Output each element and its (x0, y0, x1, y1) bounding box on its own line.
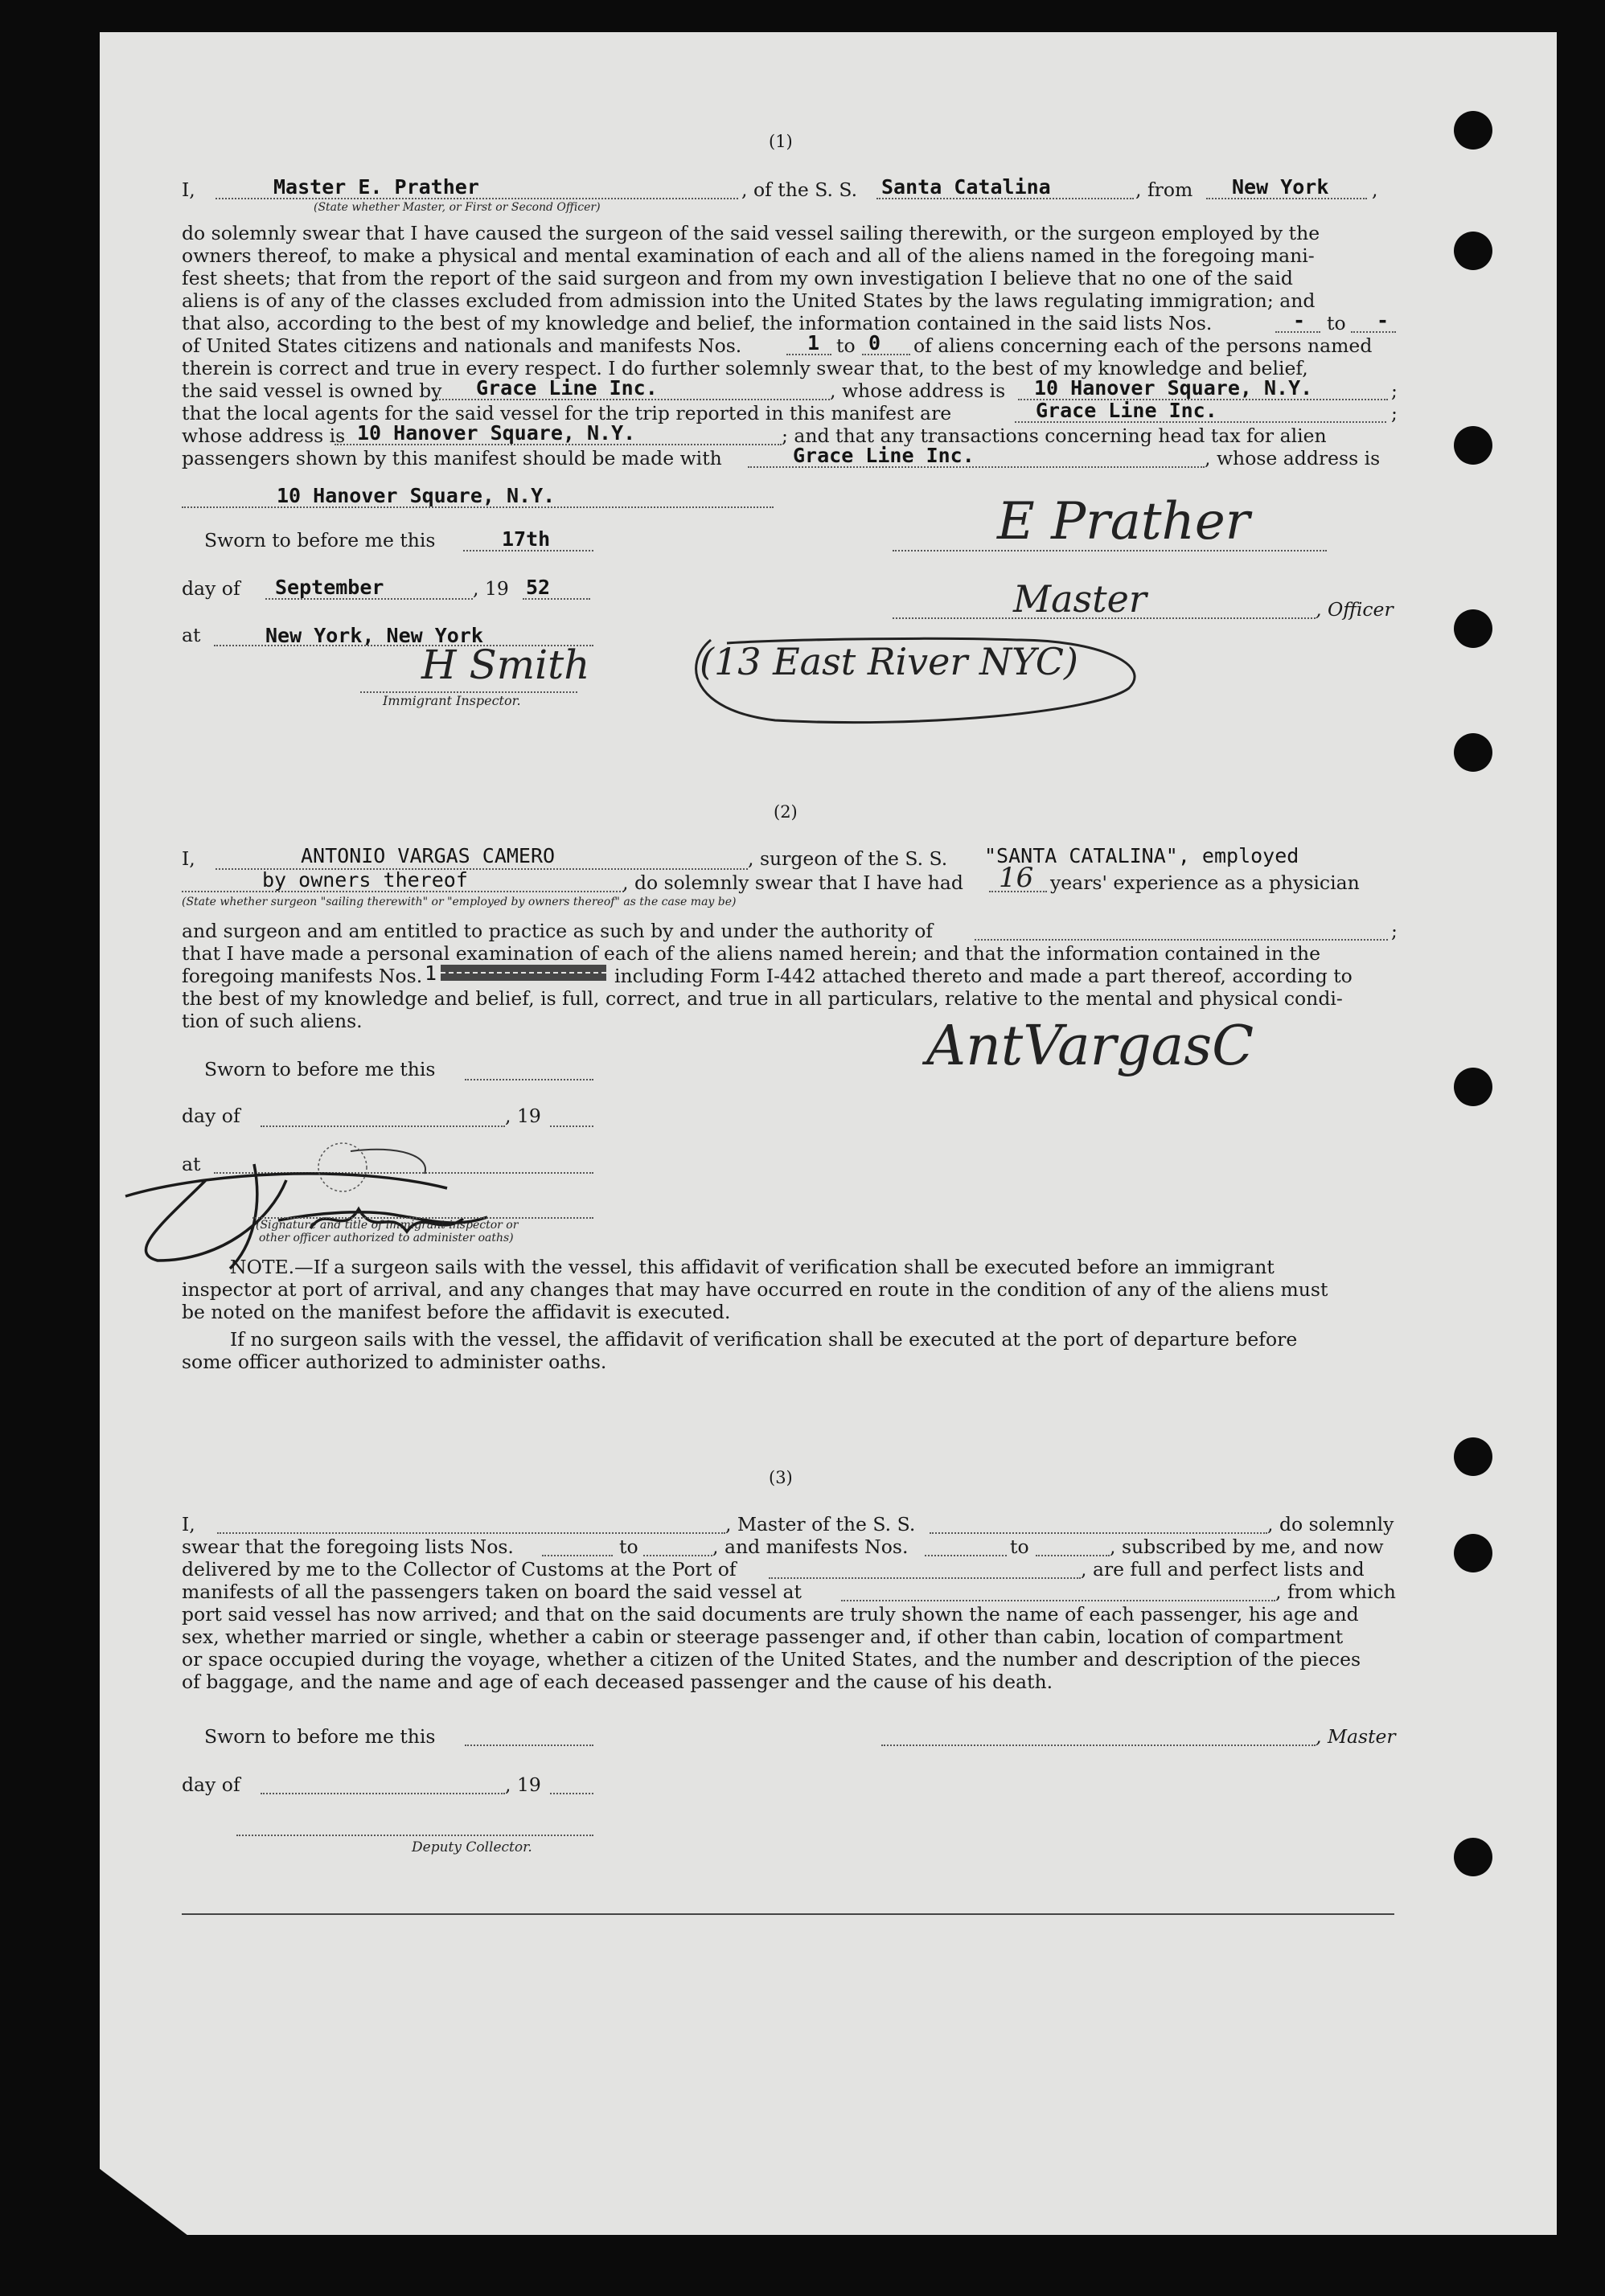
authority-line (975, 939, 1388, 941)
years-experience: 16 (999, 862, 1034, 894)
sworn-1: Sworn to before me this (204, 529, 436, 551)
s3-lists-from-line (542, 1555, 613, 1556)
bottom-rule (182, 1913, 1394, 1915)
owned-by: the said vessel is owned by (182, 379, 442, 402)
s3-do-solemnly: , do solemnly (1267, 1513, 1394, 1535)
s3-i: I, (182, 1513, 195, 1535)
agent: Grace Line Inc. (1036, 399, 1217, 422)
s1-from: , from (1135, 178, 1193, 201)
passengers: passengers shown by this manifest should be made with (182, 447, 722, 469)
s3-from-which: , from which (1275, 1581, 1396, 1603)
note-2: inspector at port of arrival, and any changes that may have occurred en route in the condition of any of the aliens must (182, 1278, 1328, 1301)
headtax-address: 10 Hanover Square, N.Y. (277, 484, 556, 507)
s3-text-1: port said vessel has now arrived; and that on the said documents are truly shown the name of each passenger, his age and (182, 1603, 1359, 1626)
year-prefix-2: , 19 (505, 1105, 541, 1127)
entitled: and surgeon and am entitled to practice as such by and under the authority of (182, 920, 934, 942)
owner: Grace Line Inc. (476, 376, 658, 400)
s1-text-3: fest sheets; that from the report of the said surgeon and from my own investigation I believe that no one of the said (182, 267, 1293, 289)
punch-hole (1454, 1534, 1492, 1572)
owner-address: 10 Hanover Square, N.Y. (1034, 376, 1313, 400)
note-1: NOTE.—If a surgeon sails with the vessel, this affidavit of verification shall be executed before an immigrant (230, 1256, 1275, 1278)
entitled-end: ; (1391, 920, 1398, 942)
s3-man-from-line (925, 1555, 1007, 1556)
sworn-month: September (275, 576, 384, 599)
inspector-signature: H Smith (421, 642, 590, 688)
s3-master-label: , Master (1316, 1725, 1396, 1748)
year-prefix-1: , 19 (473, 577, 509, 600)
employ-note: (State whether surgeon "sailing therewith" or "employed by owners thereof" as the case may be) (182, 896, 737, 908)
s1-text-7: therein is correct and true in every respect. I do further solemnly swear that, to the best of my knowledge and belief, (182, 357, 1308, 379)
sig-caption-1: (Signature and title of immigrant inspector or (256, 1219, 519, 1232)
s3-text-3: or space occupied during the voyage, whether a citizen of the United States, and the number and description of the pieces (182, 1648, 1361, 1671)
punch-hole (1454, 1068, 1492, 1106)
swear-had: , do solemnly swear that I have had (622, 871, 963, 894)
s3-master-of: , Master of the S. S. (725, 1513, 916, 1535)
section-2-number: (2) (774, 802, 798, 822)
surgeon-name: ANTONIO VARGAS CAMERO (301, 844, 556, 867)
punch-hole (1454, 111, 1492, 150)
s2-text-2: that I have made a personal examination of each of the aliens named herein; and that the information contained in the (182, 942, 1320, 965)
s3-lists-to-line (643, 1555, 712, 1556)
year-prefix-3: , 19 (505, 1773, 541, 1796)
experience: years' experience as a physician (1050, 871, 1360, 894)
s1-text-4: aliens is of any of the classes excluded from admission into the United States by the laws regulating immigration; and (182, 289, 1316, 312)
s3-manifests-all: manifests of all the passengers taken on board the said vessel at (182, 1581, 802, 1603)
officer-label: , Officer (1316, 598, 1394, 621)
s3-to-2: to (1010, 1535, 1029, 1558)
s3-subscribed: , subscribed by me, and now (1110, 1535, 1384, 1558)
manifest-to: 0 (868, 331, 881, 355)
manifests-val: 1 (425, 961, 437, 985)
day-of-3: day of (182, 1773, 240, 1796)
manifest-from: 1 (807, 331, 820, 355)
punch-hole (1454, 733, 1492, 772)
lists-to: - (1377, 309, 1389, 332)
manifests-a: foregoing manifests Nos. (182, 965, 423, 987)
sworn-place: New York, New York (265, 624, 483, 647)
master-signature: E Prather (997, 492, 1250, 551)
surgeon-signature: AntVargasC (926, 1015, 1254, 1078)
s3-at-line (841, 1600, 1275, 1601)
lists-from: - (1293, 309, 1306, 332)
officer-note: (State whether Master, or First or Second Officer) (314, 201, 601, 214)
citizens-b: of aliens concerning each of the persons named (913, 334, 1373, 357)
s1-to: to (1327, 312, 1346, 334)
departure-port: New York (1232, 175, 1329, 199)
year-2-line (550, 1125, 593, 1127)
note-5: some officer authorized to administer oaths. (182, 1351, 607, 1373)
s3-text-2: sex, whether married or single, whether a cabin or steerage passenger and, if other than cabin, location of compartment (182, 1626, 1344, 1648)
citizens-a: of United States citizens and nationals and manifests Nos. (182, 334, 742, 357)
sworn-year: 52 (526, 576, 551, 599)
whose-address-2: whose address is (182, 424, 346, 447)
s3-master-line (217, 1532, 725, 1534)
day-2-line (261, 1125, 505, 1127)
semicolon: ; (1391, 402, 1398, 424)
s3-full-perfect: , are full and perfect lists and (1081, 1558, 1365, 1581)
struck-text (441, 963, 610, 984)
employed-by: by owners thereof (262, 868, 468, 892)
address-annotation: (13 East River NYC) (700, 640, 1078, 683)
sig-caption-2: other officer authorized to administer oaths) (259, 1232, 514, 1244)
day-3-line (261, 1793, 505, 1794)
lists-to-line (1351, 331, 1396, 333)
s3-swear-a: swear that the foregoing lists Nos. (182, 1535, 514, 1558)
day-of-2: day of (182, 1105, 240, 1127)
officer-name: Master E. Prather (273, 175, 479, 199)
section-3-number: (3) (769, 1468, 793, 1487)
deputy-label: Deputy Collector. (412, 1839, 532, 1855)
officer-title-signature: Master (1013, 577, 1147, 621)
s2-text-5: tion of such aliens. (182, 1010, 363, 1032)
agent-address: 10 Hanover Square, N.Y. (357, 421, 636, 445)
s3-and-manifests: , and manifests Nos. (712, 1535, 909, 1558)
s1-text-2: owners thereof, to make a physical and mental examination of each and all of the aliens named in the foregoing mani- (182, 244, 1315, 267)
at-1: at (182, 624, 201, 646)
s1-to-2: to (836, 334, 856, 357)
s3-text-4: of baggage, and the name and age of each deceased passenger and the cause of his death. (182, 1671, 1053, 1693)
year-3-line (550, 1793, 593, 1794)
manifests-b: including Form I-442 attached thereto and made a part thereof, according to (614, 965, 1353, 987)
surgeon-ship: "SANTA CATALINA", employed (984, 844, 1299, 867)
whose-address-3: , whose address is (1205, 447, 1381, 469)
at-2: at (182, 1153, 201, 1175)
punch-hole (1454, 609, 1492, 648)
ship-name: Santa Catalina (881, 175, 1051, 199)
section-1-number: (1) (769, 132, 793, 151)
inspector-label: Immigrant Inspector. (383, 693, 521, 708)
sworn-2: Sworn to before me this (204, 1058, 436, 1080)
punch-hole (1454, 1437, 1492, 1476)
sworn-3: Sworn to before me this (204, 1725, 436, 1748)
transactions: ; and that any transactions concerning head tax for alien (782, 424, 1327, 447)
inspector-stamp-signature (109, 1132, 560, 1277)
s1-of-ss: , of the S. S. (741, 178, 858, 201)
punch-hole (1454, 232, 1492, 270)
punch-hole (1454, 1838, 1492, 1876)
s1-i: I, (182, 178, 195, 201)
punch-hole (1454, 426, 1492, 465)
note-3: be noted on the manifest before the affidavit is executed. (182, 1301, 731, 1323)
comma: , (1372, 178, 1378, 201)
sworn-3-line (465, 1745, 593, 1746)
s2-i: I, (182, 847, 195, 870)
s3-ship-line (930, 1532, 1267, 1534)
s3-delivered: delivered by me to the Collector of Customs at the Port of (182, 1558, 737, 1581)
sworn-2-line (465, 1079, 593, 1080)
agents: that the local agents for the said vessel for the trip reported in this manifest are (182, 402, 952, 424)
note-4: If no surgeon sails with the vessel, the affidavit of verification shall be executed at the port of departure before (230, 1328, 1298, 1351)
s3-master-sig-line (881, 1745, 1316, 1746)
s1-text-1: do solemnly swear that I have caused the surgeon of the said vessel sailing therewith, or the surgeon employed by the (182, 222, 1320, 244)
sworn-day: 17th (502, 527, 551, 551)
whose-address: , whose address is (830, 379, 1006, 402)
deputy-line (236, 1835, 593, 1836)
day-of-1: day of (182, 577, 240, 600)
s1-text-5: that also, according to the best of my knowledge and belief, the information contained in the said lists Nos. (182, 312, 1213, 334)
s2-text-4: the best of my knowledge and belief, is full, correct, and true in all particulars, relative to the mental and physical condi- (182, 987, 1343, 1010)
headtax-party: Grace Line Inc. (793, 444, 975, 467)
s3-to-1: to (619, 1535, 638, 1558)
semicolon: ; (1391, 379, 1398, 402)
s3-port-line (769, 1577, 1081, 1579)
s3-man-to-line (1036, 1555, 1110, 1556)
surgeon-of: , surgeon of the S. S. (748, 847, 948, 870)
